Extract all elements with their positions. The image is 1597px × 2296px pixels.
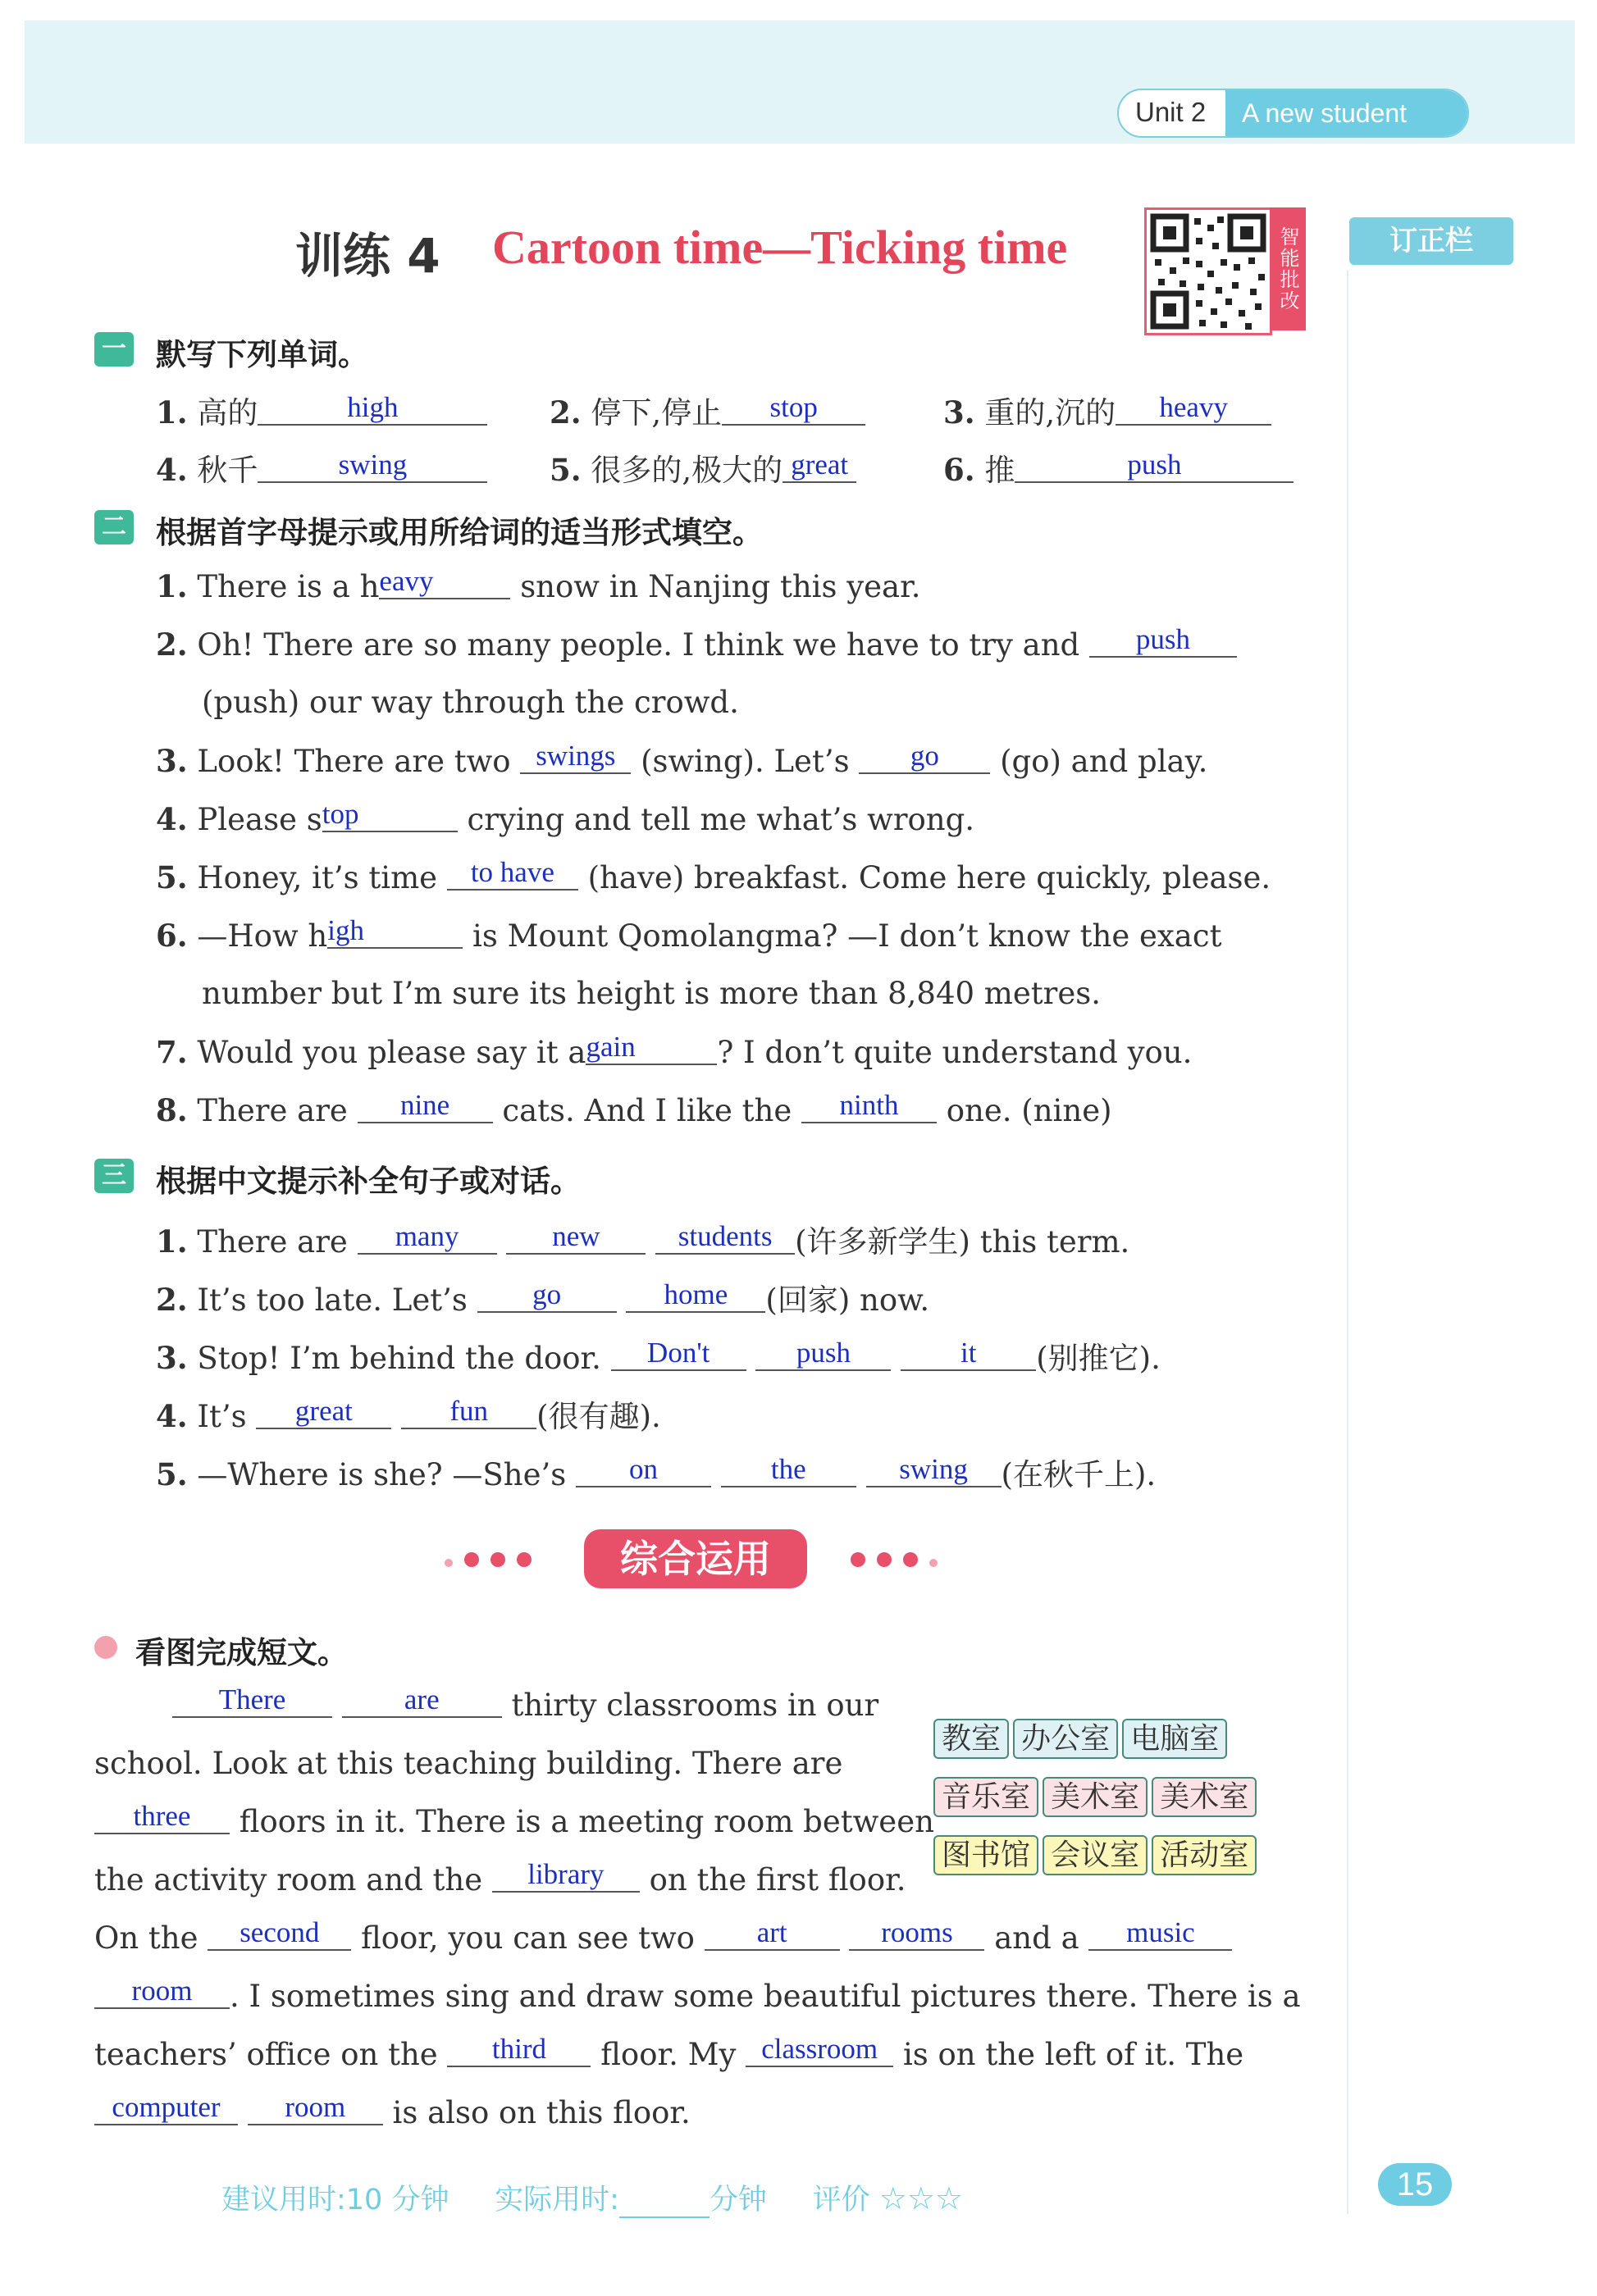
word-item-5: 5. 很多的,极大的 great (550, 445, 856, 490)
fill-question-3: 3. Look! There are two swings (swing). Let’s go (go) and play. (156, 740, 1208, 779)
room-label: 教室 (933, 1719, 1009, 1759)
room-label: 音乐室 (933, 1777, 1038, 1817)
section-badge-2: 二 (94, 510, 134, 544)
answer-blank[interactable]: go (477, 1279, 617, 1313)
answer-blank[interactable]: room (248, 2092, 383, 2125)
star-icon[interactable]: ☆ (906, 2180, 935, 2216)
answer-blank[interactable]: the (721, 1454, 856, 1487)
fill-question-6: 6. —How high is Mount Qomolangma? —I don’t know the exact (156, 914, 1222, 954)
answer-blank[interactable]: top (322, 799, 458, 832)
passage-line-1: There are thirty classrooms in our (172, 1688, 878, 1724)
sentence-question-3: 3. Stop! I’m behind the door. Don't push it (别推它). (156, 1337, 1161, 1376)
answer-blank[interactable]: library (492, 1859, 640, 1893)
answer-blank[interactable]: room (94, 1975, 230, 2009)
answer-blank[interactable]: igh (327, 915, 463, 949)
minutes-label: 分钟 (709, 2184, 767, 2216)
word-item-1: 1. 高的 high (156, 388, 487, 432)
star-icon[interactable]: ☆ (934, 2180, 963, 2216)
answer-blank[interactable]: to have (447, 857, 578, 891)
answer-blank[interactable]: great (256, 1396, 391, 1429)
answer-blank[interactable]: new (506, 1221, 646, 1255)
room-label: 图书馆 (933, 1835, 1038, 1875)
answer-blank[interactable]: second (208, 1917, 351, 1951)
answer-blank[interactable]: on (576, 1454, 711, 1487)
room-label: 办公室 (1013, 1719, 1118, 1759)
passage-line-8: computer room is also on this floor. (94, 2095, 691, 2132)
room-label: 活动室 (1152, 1835, 1257, 1875)
answer-blank[interactable]: home (626, 1279, 765, 1313)
word-item-2: 2. 停下,停止 stop (550, 388, 865, 432)
sentence-question-4: 4. It’s great fun (很有趣). (156, 1395, 661, 1434)
answer-blank[interactable]: music (1088, 1917, 1232, 1951)
actual-time-label: 实际用时: (495, 2184, 619, 2216)
word-item-4: 4. 秋千 swing (156, 445, 487, 490)
answer-blank[interactable]: third (447, 2034, 591, 2067)
answer-blank[interactable]: eavy (379, 566, 510, 599)
answer-blank[interactable]: three (94, 1801, 230, 1834)
answer-blank[interactable]: swing (866, 1454, 1002, 1487)
footer-timing (221, 2177, 963, 2218)
section-title-3: 根据中文提示补全句子或对话。 (156, 1164, 581, 1199)
answer-blank[interactable]: computer (94, 2092, 238, 2125)
correction-column-tab: 订正栏 (1349, 217, 1513, 265)
answer-blank[interactable]: push (755, 1337, 891, 1371)
answer-blank[interactable]: swing (258, 449, 487, 483)
answer-blank[interactable]: swings (520, 740, 631, 774)
page-number: 15 (1378, 2163, 1452, 2206)
section-title-4: 看图完成短文。 (135, 1635, 348, 1670)
passage-line-7: teachers’ office on the third floor. My classroom is on the left of it. The (94, 2033, 1244, 2072)
answer-blank[interactable]: Don't (611, 1337, 746, 1371)
passage-line-4: the activity room and the library on the first floor. (94, 1858, 906, 1897)
rating-label: 评价 (812, 2184, 870, 2216)
suggested-time: 建议用时:10 分钟 (221, 2184, 449, 2216)
unit-label (1117, 89, 1469, 138)
smart-grading-tag: 智能批改 (1270, 207, 1306, 330)
unit-number: Unit 2 (1135, 97, 1207, 127)
answer-blank[interactable]: heavy (1116, 392, 1271, 426)
answer-blank[interactable]: go (859, 740, 990, 774)
section-title-1: 默写下列单词。 (156, 337, 368, 372)
section-badge-3: 三 (94, 1159, 134, 1193)
correction-column-divider (1347, 271, 1348, 2214)
answer-blank[interactable]: There (172, 1684, 332, 1718)
banner-dots-left (439, 1552, 537, 1570)
passage-line-3: three floors in it. There is a meeting room between (94, 1804, 934, 1841)
section-banner: 综合运用 (584, 1529, 807, 1588)
section-bullet-icon (94, 1636, 117, 1659)
answer-blank[interactable]: it (901, 1337, 1036, 1371)
fill-question-1: 1. There is a heavy snow in Nanjing this year. (156, 565, 921, 604)
answer-blank[interactable]: classroom (746, 2034, 893, 2067)
fill-question-6-cont: number but I’m sure its height is more than 8,840 metres. (202, 976, 1101, 1011)
fill-question-7: 7. Would you please say it again ? I don’t quite understand you. (156, 1031, 1193, 1070)
answer-blank[interactable]: push (1015, 449, 1294, 483)
room-label: 美术室 (1043, 1777, 1148, 1817)
answer-blank[interactable]: fun (401, 1396, 536, 1429)
word-item-3: 3. 重的,沉的 heavy (943, 388, 1271, 432)
page-title-cn: 训练 4 (295, 228, 440, 284)
fill-question-8: 8. There are nine cats. And I like the ninth one. (nine) (156, 1089, 1112, 1128)
actual-time-input[interactable] (619, 2184, 710, 2218)
unit-title: A new student (1225, 90, 1467, 136)
fill-question-2: 2. Oh! There are so many people. I think we have to try and push (156, 626, 1237, 664)
answer-blank[interactable]: nine (358, 1090, 493, 1123)
answer-blank[interactable]: are (342, 1684, 502, 1718)
sentence-question-2: 2. It’s too late. Let’s go home (回家) now. (156, 1278, 930, 1318)
answer-blank[interactable]: gain (586, 1032, 717, 1065)
answer-blank[interactable]: art (705, 1917, 840, 1951)
answer-blank[interactable]: ninth (801, 1090, 937, 1123)
sentence-question-5: 5. —Where is she? —She’s on the swing (在秋千上). (156, 1453, 1157, 1492)
section-badge-1: 一 (94, 332, 134, 367)
section-title-2: 根据首字母提示或用所给词的适当形式填空。 (156, 515, 763, 550)
fill-question-5: 5. Honey, it’s time to have (have) breakfast. Come here quickly, please. (156, 856, 1271, 895)
qr-code[interactable] (1144, 207, 1272, 335)
room-labels (933, 1715, 1257, 1874)
answer-blank[interactable]: many (358, 1221, 497, 1255)
answer-blank[interactable]: high (258, 392, 487, 426)
passage-line-6: room . I sometimes sing and draw some beautiful pictures there. There is a (94, 1979, 1301, 2016)
answer-blank[interactable]: push (1089, 624, 1237, 658)
room-label: 会议室 (1043, 1835, 1148, 1875)
passage-line-2: school. Look at this teaching building. There are (94, 1746, 843, 1781)
answer-blank[interactable]: rooms (849, 1917, 984, 1951)
banner-dots-right (845, 1552, 943, 1570)
fill-question-4: 4. Please stop crying and tell me what’s wrong. (156, 798, 975, 837)
room-label: 美术室 (1152, 1777, 1257, 1817)
answer-blank[interactable]: stop (722, 392, 865, 426)
passage-line-5: On the second floor, you can see two art rooms and a music (94, 1920, 1232, 1957)
sentence-question-1: 1. There are many new students (许多新学生) this term. (156, 1220, 1130, 1260)
answer-blank[interactable]: great (783, 449, 856, 483)
star-icon[interactable]: ☆ (878, 2180, 907, 2216)
answer-blank[interactable]: students (655, 1221, 795, 1255)
fill-question-2-cont: (push) our way through the crowd. (202, 685, 739, 720)
room-label: 电脑室 (1122, 1719, 1227, 1759)
page-title-en: Cartoon time—Ticking time (492, 221, 1068, 274)
word-item-6: 6. 推 push (943, 445, 1294, 490)
